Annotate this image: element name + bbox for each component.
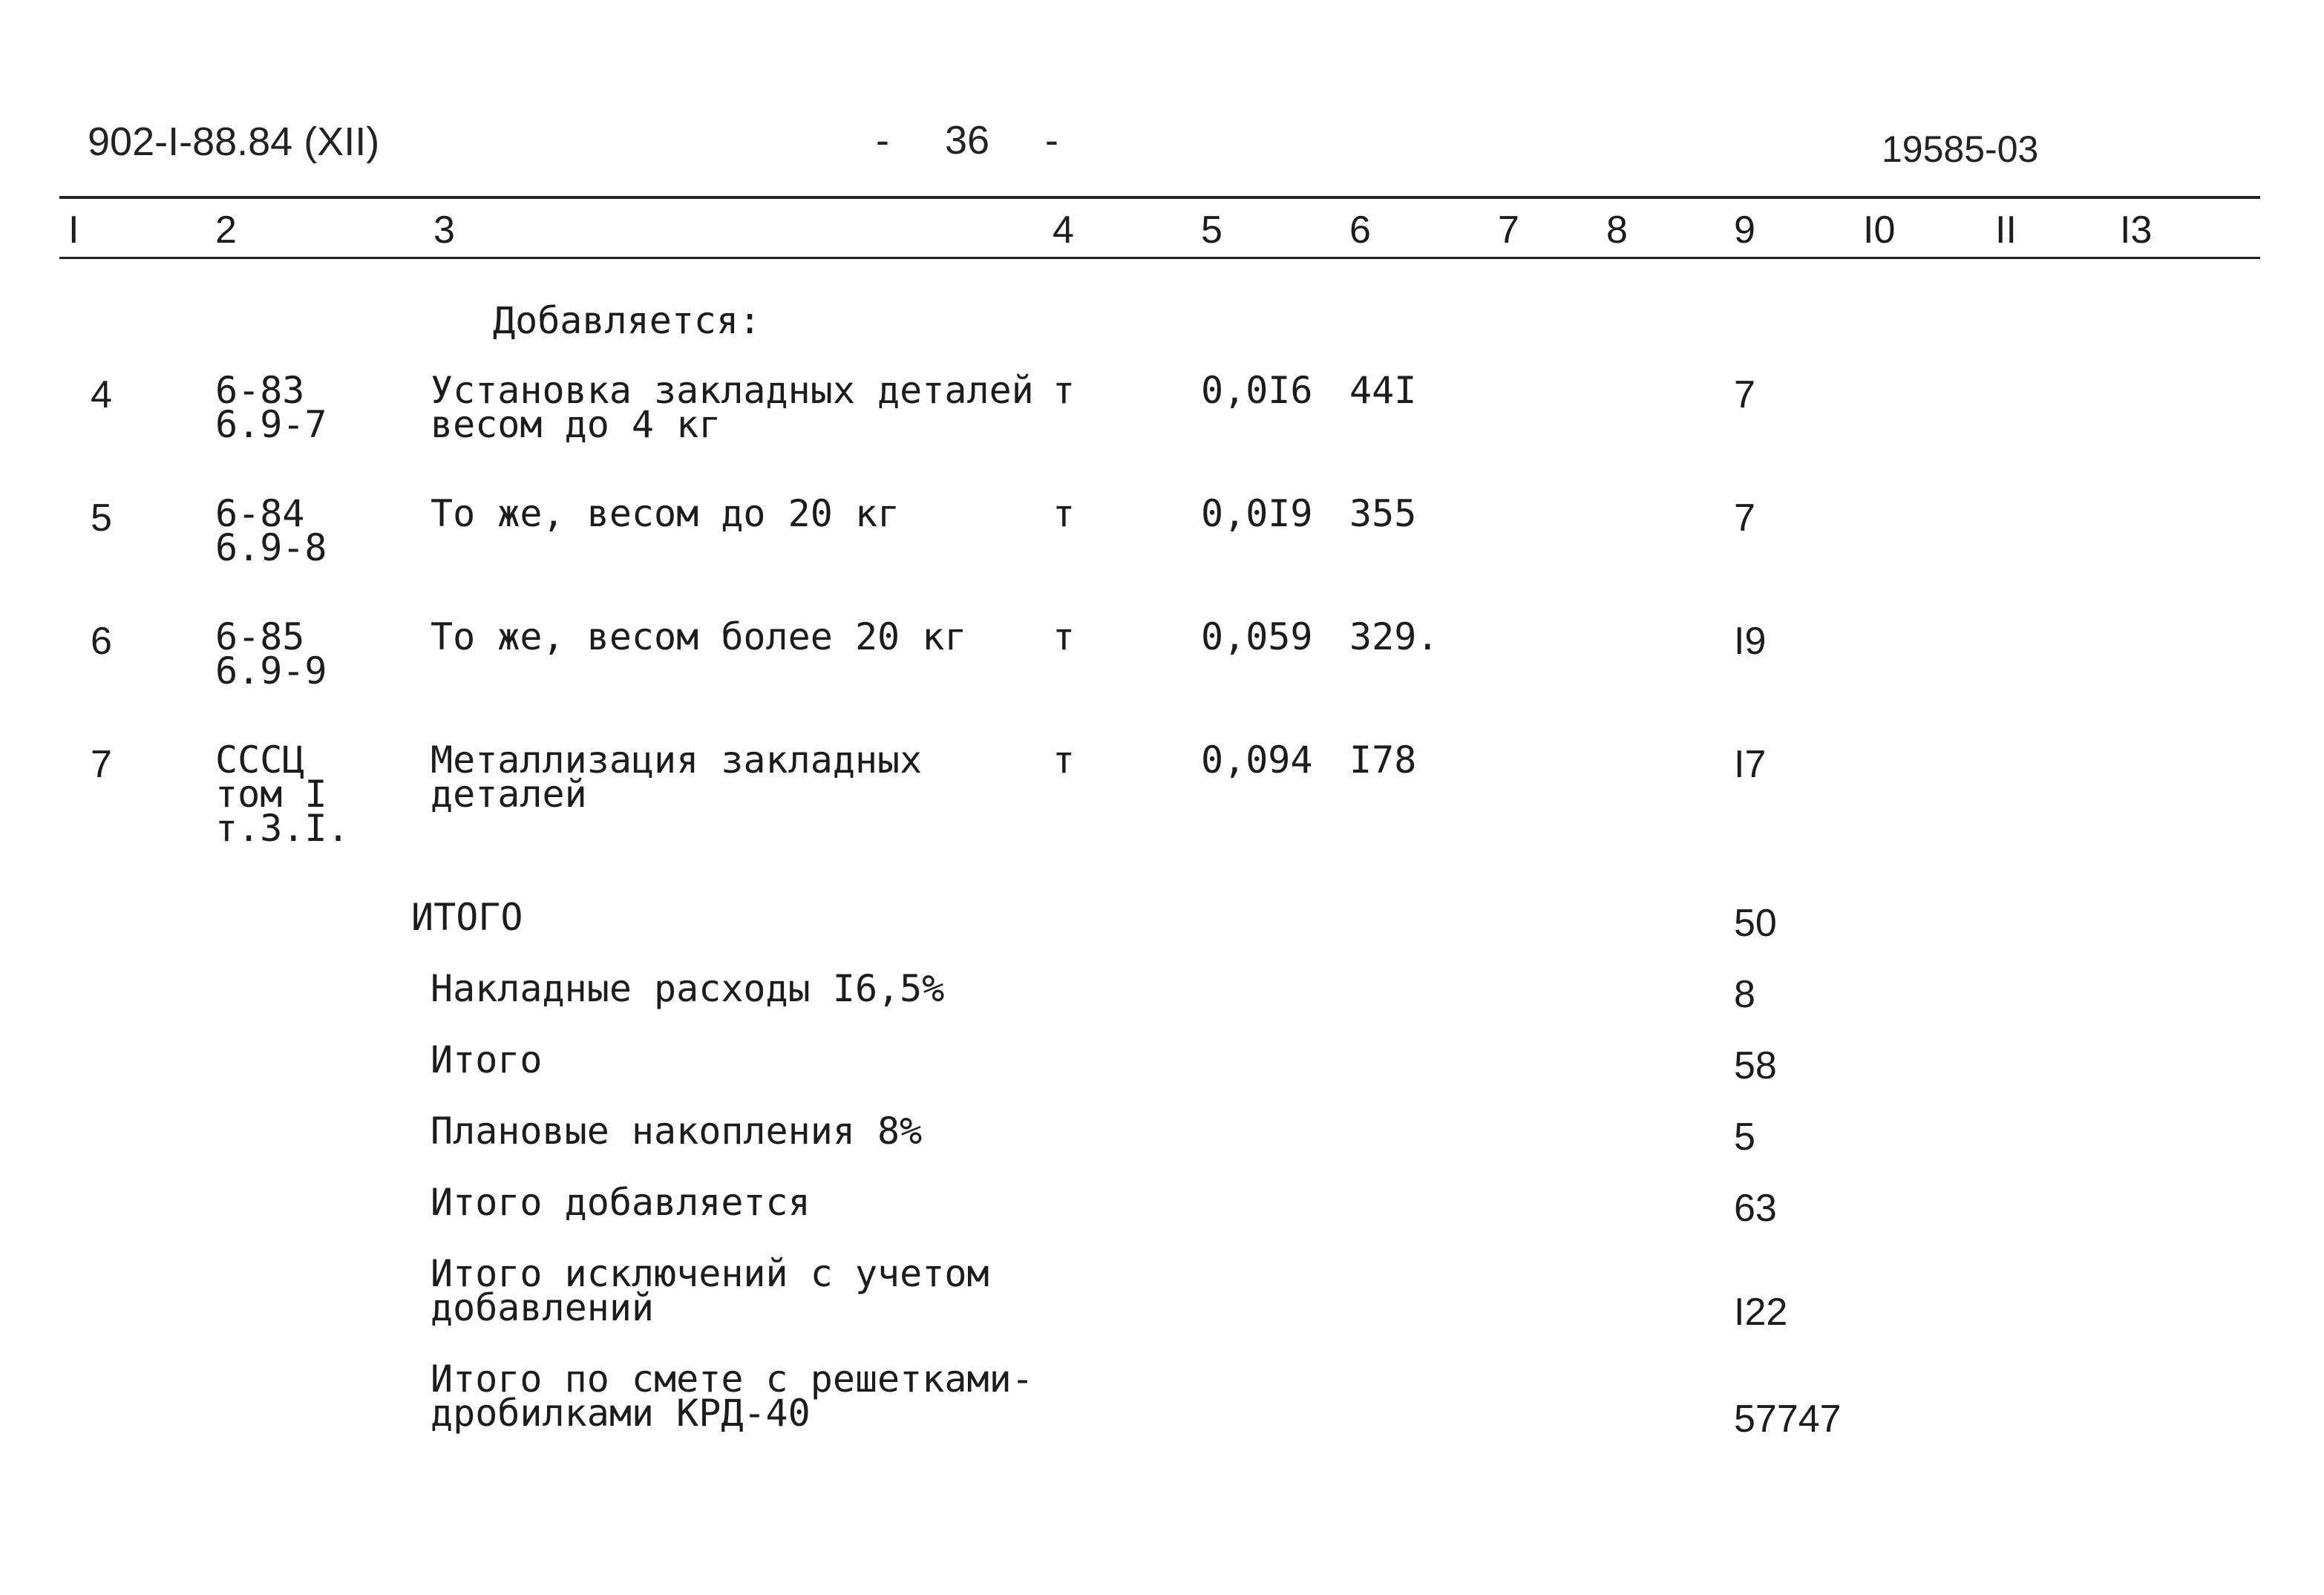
- summary-label: Итого: [431, 1038, 543, 1081]
- column-header-13: I3: [2120, 209, 2153, 252]
- summary-label: Итого исключений с учетом: [431, 1252, 989, 1295]
- row-code-line: т.3.I.: [215, 807, 350, 850]
- row-unit: т: [1053, 738, 1076, 782]
- row-quantity: 0,0I9: [1201, 492, 1313, 535]
- document-number: 19585-03: [1882, 128, 2039, 170]
- column-header-5: 5: [1201, 209, 1222, 252]
- column-header-1: I: [68, 209, 79, 252]
- row-name-line: деталей: [431, 773, 587, 816]
- row-code-line: СССЦ: [215, 738, 305, 782]
- summary-value: 50: [1734, 902, 1777, 945]
- document-code: 902-I-88.84 (XII): [88, 119, 380, 164]
- page-number: - 36 -: [876, 118, 1059, 163]
- summary-value: I22: [1734, 1291, 1788, 1334]
- row-code-line: 6-83: [215, 369, 305, 412]
- row-price: 355: [1349, 492, 1417, 535]
- row-quantity: 0,059: [1201, 615, 1313, 658]
- summary-value: 5: [1734, 1116, 1755, 1159]
- row-unit: т: [1053, 615, 1076, 658]
- row-name-line: То же, весом до 20 кг: [431, 492, 900, 535]
- column-header-9: 9: [1734, 209, 1755, 252]
- summary-label: Итого по смете с решетками-: [431, 1357, 1034, 1401]
- row-code-line: 6.9-7: [215, 403, 327, 446]
- summary-value: 57747: [1734, 1398, 1842, 1441]
- row-unit: т: [1053, 492, 1076, 535]
- column-header-2: 2: [215, 209, 237, 252]
- summary-label: дробилками КРД-40: [431, 1392, 811, 1435]
- column-header-11: II: [1995, 209, 2017, 252]
- summary-label: Накладные расходы I6,5%: [431, 967, 945, 1010]
- row-unit: т: [1053, 369, 1076, 412]
- row-total: 7: [1734, 497, 1755, 540]
- summary-label: Итого добавляется: [431, 1181, 811, 1224]
- summary-value: 58: [1734, 1044, 1777, 1087]
- row-total: I9: [1734, 620, 1767, 663]
- row-code-line: 6-84: [215, 492, 305, 535]
- column-header-8: 8: [1606, 209, 1628, 252]
- column-header-6: 6: [1349, 209, 1371, 252]
- top-rule: [59, 196, 2260, 199]
- row-price: 44I: [1349, 369, 1417, 412]
- row-name-line: весом до 4 кг: [431, 403, 721, 446]
- summary-label: Плановые накопления 8%: [431, 1110, 923, 1153]
- row-price: I78: [1349, 738, 1417, 782]
- summary-label: ИТОГО: [411, 896, 523, 939]
- row-code-line: 6-85: [215, 615, 305, 658]
- summary-value: 8: [1734, 973, 1755, 1016]
- row-code-line: том I: [215, 773, 327, 816]
- row-quantity: 0,0I6: [1201, 369, 1313, 412]
- row-name-line: То же, весом более 20 кг: [431, 615, 967, 658]
- row-total: I7: [1734, 743, 1767, 786]
- column-header-10: I0: [1863, 209, 1896, 252]
- row-name-line: Металлизация закладных: [431, 738, 923, 782]
- row-total: 7: [1734, 373, 1755, 416]
- column-header-3: 3: [433, 209, 455, 252]
- row-quantity: 0,094: [1201, 738, 1313, 782]
- column-header-7: 7: [1498, 209, 1519, 252]
- row-name-line: Установка закладных деталей: [431, 369, 1034, 412]
- summary-value: 63: [1734, 1187, 1777, 1230]
- column-header-rule: [59, 257, 2260, 259]
- summary-label: добавлений: [431, 1286, 655, 1329]
- column-header-4: 4: [1053, 209, 1074, 252]
- row-code-line: 6.9-8: [215, 526, 327, 569]
- row-number: 4: [91, 373, 112, 416]
- row-price: 329.: [1349, 615, 1439, 658]
- row-code-line: 6.9-9: [215, 649, 327, 692]
- row-number: 6: [91, 620, 112, 663]
- section-title: Добавляется:: [493, 299, 762, 342]
- row-number: 5: [91, 497, 112, 540]
- row-number: 7: [91, 743, 112, 786]
